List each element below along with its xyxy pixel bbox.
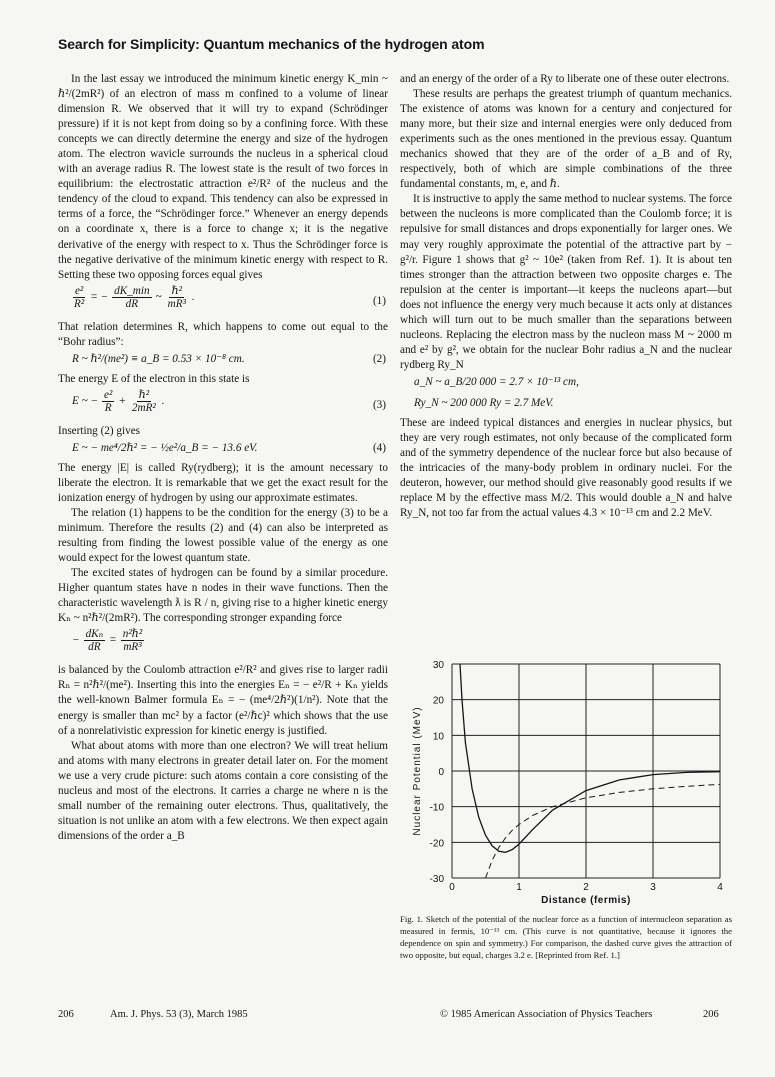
paragraph: What about atoms with more than one electron? We will treat helium and atoms with many electrons in greater detail later on. For the moment we use a very crude picture: such atoms contain a core consisting of the nucleus and most of the electrons. It carries a charge ne where n is the small number of the remaining outer electrons. Thus, qualitatively, the situation is not unlike an atom with a few electrons. We then expect again dimensions of the order a_B — [58, 739, 388, 842]
nuclear-potential-curve — [460, 664, 720, 852]
fraction — [102, 389, 114, 414]
coulomb-comparison-curve — [486, 784, 721, 878]
fraction-numerator: e² — [104, 388, 113, 401]
right-column — [400, 72, 732, 521]
fraction-denominator: mR³ — [167, 297, 186, 310]
paragraph: The excited states of hydrogen can be found by a similar procedure. Higher quantum states have n nodes in their wave functions. Then the characteristic wavelength ƛ is R / n, giving rise to a higher kinetic energy Kₙ ~ n²ℏ²/(2mR²). The corresponding stronger expanding force — [58, 567, 388, 625]
paragraph: Inserting (2) gives — [58, 424, 141, 437]
paragraph: It is instructive to apply the same method to nuclear systems. The force between the nucleons is more complicated than the Coulomb force; it is repulsive for small distances and drops exponentially for larger ones. We may very roughly approximate the potential of the attractive part by − g²/r. Figure 1 shows that g² ~ 10e² (taken from Ref. 1). It is about ten times stronger than the attraction between two opposite charges e. The repulsion at the center is important—it keeps the nucleons apart—but does not influence the energy very much because it acts only at distances which will turn out to be much smaller than the separations between nucleons. Replacing the electron mass by the nucleon mass M ~ 2000 m and e² by g², we obtain for the nuclear Bohr radius a_N and the nuclear rydberg Ry_N — [400, 193, 732, 371]
equation-number: (3) — [372, 398, 386, 411]
y-tick-label: -30 — [429, 874, 444, 885]
equation-number: (2) — [372, 352, 386, 365]
y-tick-label: 30 — [432, 660, 444, 671]
footer-copyright: © 1985 American Association of Physics Teachers — [440, 1009, 653, 1020]
paragraph: These are indeed typical distances and energies in nuclear physics, but they are very rough estimates, not only because of the complicated form and of the symmetry dependence of the nuclear force but also because of the intricacies of the many-body problem in ordinary nuclei. For the deuteron, however, our method should give reasonably good results if we replace M by the effective mass M/2. This would double a_N and halve Ry_N, not too far from the actual values 4.3 × 10⁻¹³ cm and 2.2 MeV. — [400, 416, 732, 520]
fraction-denominator: R² — [74, 297, 85, 310]
footer-page-number-left: 206 — [58, 1009, 74, 1020]
fraction-numerator: dKₙ — [85, 628, 104, 641]
equation — [400, 375, 732, 394]
y-tick-label: -20 — [429, 838, 444, 850]
fraction-numerator: e² — [74, 284, 84, 297]
equation — [58, 352, 388, 371]
x-tick-label: 1 — [516, 882, 522, 893]
fraction — [72, 285, 86, 310]
paragraph: The relation (1) happens to be the condition for the energy (3) to be a minimum. Therefore the results (2) and (4) can also be interpreted as resulting from finding the lowest possible value of the energy as one would expect for the lowest quantum state. — [58, 506, 388, 565]
paragraph: The energy |E| is called Ry(rydberg); it is the amount necessary to liberate the electron. It is remarkable that we get the exact result for the ionization energy of hydrogen by using our approximate estimates. — [58, 461, 388, 504]
footer-page-number-right: 206 — [703, 1009, 719, 1020]
y-tick-label: 0 — [438, 767, 444, 778]
y-tick-label: 20 — [432, 695, 444, 707]
y-tick-label: -10 — [429, 802, 444, 814]
x-axis-label: Distance (fermis) — [541, 895, 631, 906]
fraction-numerator: dK_min — [114, 284, 150, 297]
paragraph: is balanced by the Coulomb attraction e²/R² and gives rise to larger radii Rₙ = n²ℏ²/(me²). Inserting this into the energies Eₙ = − e²/R + Kₙ yields the well-known Balmer formula Eₙ = − (me⁴/2ℏ²)(1/n²). Note that the energy is smaller than mc² by a factor (e²/ℏc)² which shows that the use of a nonrelativistic expression for kinetic energy is justified. — [58, 664, 388, 737]
equation-body — [72, 389, 165, 414]
y-tick-label: 10 — [432, 731, 444, 743]
x-tick-label: 0 — [449, 882, 455, 893]
fraction-numerator: ℏ² — [171, 284, 183, 297]
equation-number: (4) — [372, 441, 386, 454]
equation-body — [72, 628, 144, 653]
punctuation: . — [191, 290, 195, 303]
equation — [58, 389, 388, 423]
figure-caption: Fig. 1. Sketch of the potential of the nuclear force as a function of internucleon separation as measured in fermis, 10⁻¹³ cm. (This curve is not quantitative, because it ignores the dependence on spin and symmetry.) For comparison, the dashed curve gives the attraction of two opposite, but equal, charges 3.2 e. [Reprinted from Ref. 1.] — [400, 914, 732, 960]
equation-body — [72, 285, 195, 310]
equation — [58, 628, 388, 662]
nuclear-potential-chart — [400, 650, 736, 912]
paragraph: and an energy of the order of a Ry to liberate one of these outer electrons. — [400, 73, 730, 85]
operator: + — [118, 394, 126, 407]
x-tick-label: 4 — [717, 882, 723, 893]
fraction-denominator: 2mR² — [131, 401, 156, 414]
operator: E ~ − — [72, 394, 99, 407]
operator: ~ — [155, 290, 162, 303]
fraction — [166, 285, 188, 310]
equation-text: E ~ − me⁴/2ℏ² = − ½e²/a_B = − 13.6 eV. — [72, 441, 258, 454]
equation — [400, 396, 732, 415]
fraction-numerator: ℏ² — [138, 388, 150, 401]
fraction — [84, 628, 106, 653]
equation — [58, 285, 388, 319]
fraction — [112, 285, 151, 310]
fraction-denominator: dR — [125, 297, 139, 310]
equation-text: a_N ~ a_B/20 000 = 2.7 × 10⁻¹³ cm, — [414, 375, 579, 388]
punctuation: . — [161, 394, 165, 407]
y-axis-label: Nuclear Potential (MeV) — [412, 706, 423, 836]
operator: − — [72, 634, 80, 647]
fraction — [130, 389, 158, 414]
paragraph: The energy E of the electron in this state is — [58, 372, 250, 385]
fraction-denominator: R — [104, 401, 112, 414]
paragraph: In the last essay we introduced the minimum kinetic energy K_min ~ ℏ²/(2mR²) of an electron of mass m confined to a volume of linear dimension R. We observed that it will try to expand (Schrödinger pressure) if it is not kept from doing so by a confining force. With these concepts we can directly determine the energy and size of the hydrogen atom. The electron wavicle surrounds the nucleus in a spherical cloud with an average radius R. The lowest state is the result of two forces in equilibrium: the electrostatic attraction e²/R² of the nucleus and the tendency of the cloud to expand. This tendency can also be expressed in terms of a force, the “Schrödinger force.” Whenever an energy depends on a coordinate x, there is a force to change x; it is the negative derivative of the energy with respect to x. Thus the Schrödinger force is the negative derivative of the minimum kinetic energy with respect to R. Setting these two opposing forces equal gives — [58, 73, 388, 281]
operator: = − — [90, 290, 109, 303]
equation-text: Ry_N ~ 200 000 Ry = 2.7 MeV. — [414, 396, 554, 409]
operator: = — [109, 634, 117, 647]
fraction-denominator: dR — [88, 641, 101, 654]
x-tick-label: 2 — [583, 882, 589, 893]
equation-number: (1) — [372, 294, 386, 307]
footer-journal-citation: Am. J. Phys. 53 (3), March 1985 — [110, 1009, 248, 1020]
equation-text: R ~ ℏ²/(me²) ≡ a_B = 0.53 × 10⁻⁸ cm. — [72, 352, 245, 365]
equation — [58, 441, 388, 460]
fraction-numerator: n²ℏ² — [122, 628, 143, 641]
left-column — [58, 72, 388, 844]
fraction — [121, 628, 145, 653]
fraction-denominator: mR³ — [123, 641, 142, 654]
paragraph: That relation determines R, which happens to come out equal to the “Bohr radius”: — [58, 320, 388, 348]
article-title: Search for Simplicity: Quantum mechanics of the hydrogen atom — [58, 36, 485, 52]
paragraph: These results are perhaps the greatest triumph of quantum mechanics. The existence of atoms was known for a century and conjectured for many more, but their size and internal energies were only deduced from experiments such as the ones mentioned in the previous essay. Quantum mechanics showed that they are of the order of a_B and of Ry, respectively, both of which are simple combinations of the three fundamental constants, m, e, and ℏ. — [400, 88, 732, 191]
x-tick-label: 3 — [650, 882, 656, 893]
